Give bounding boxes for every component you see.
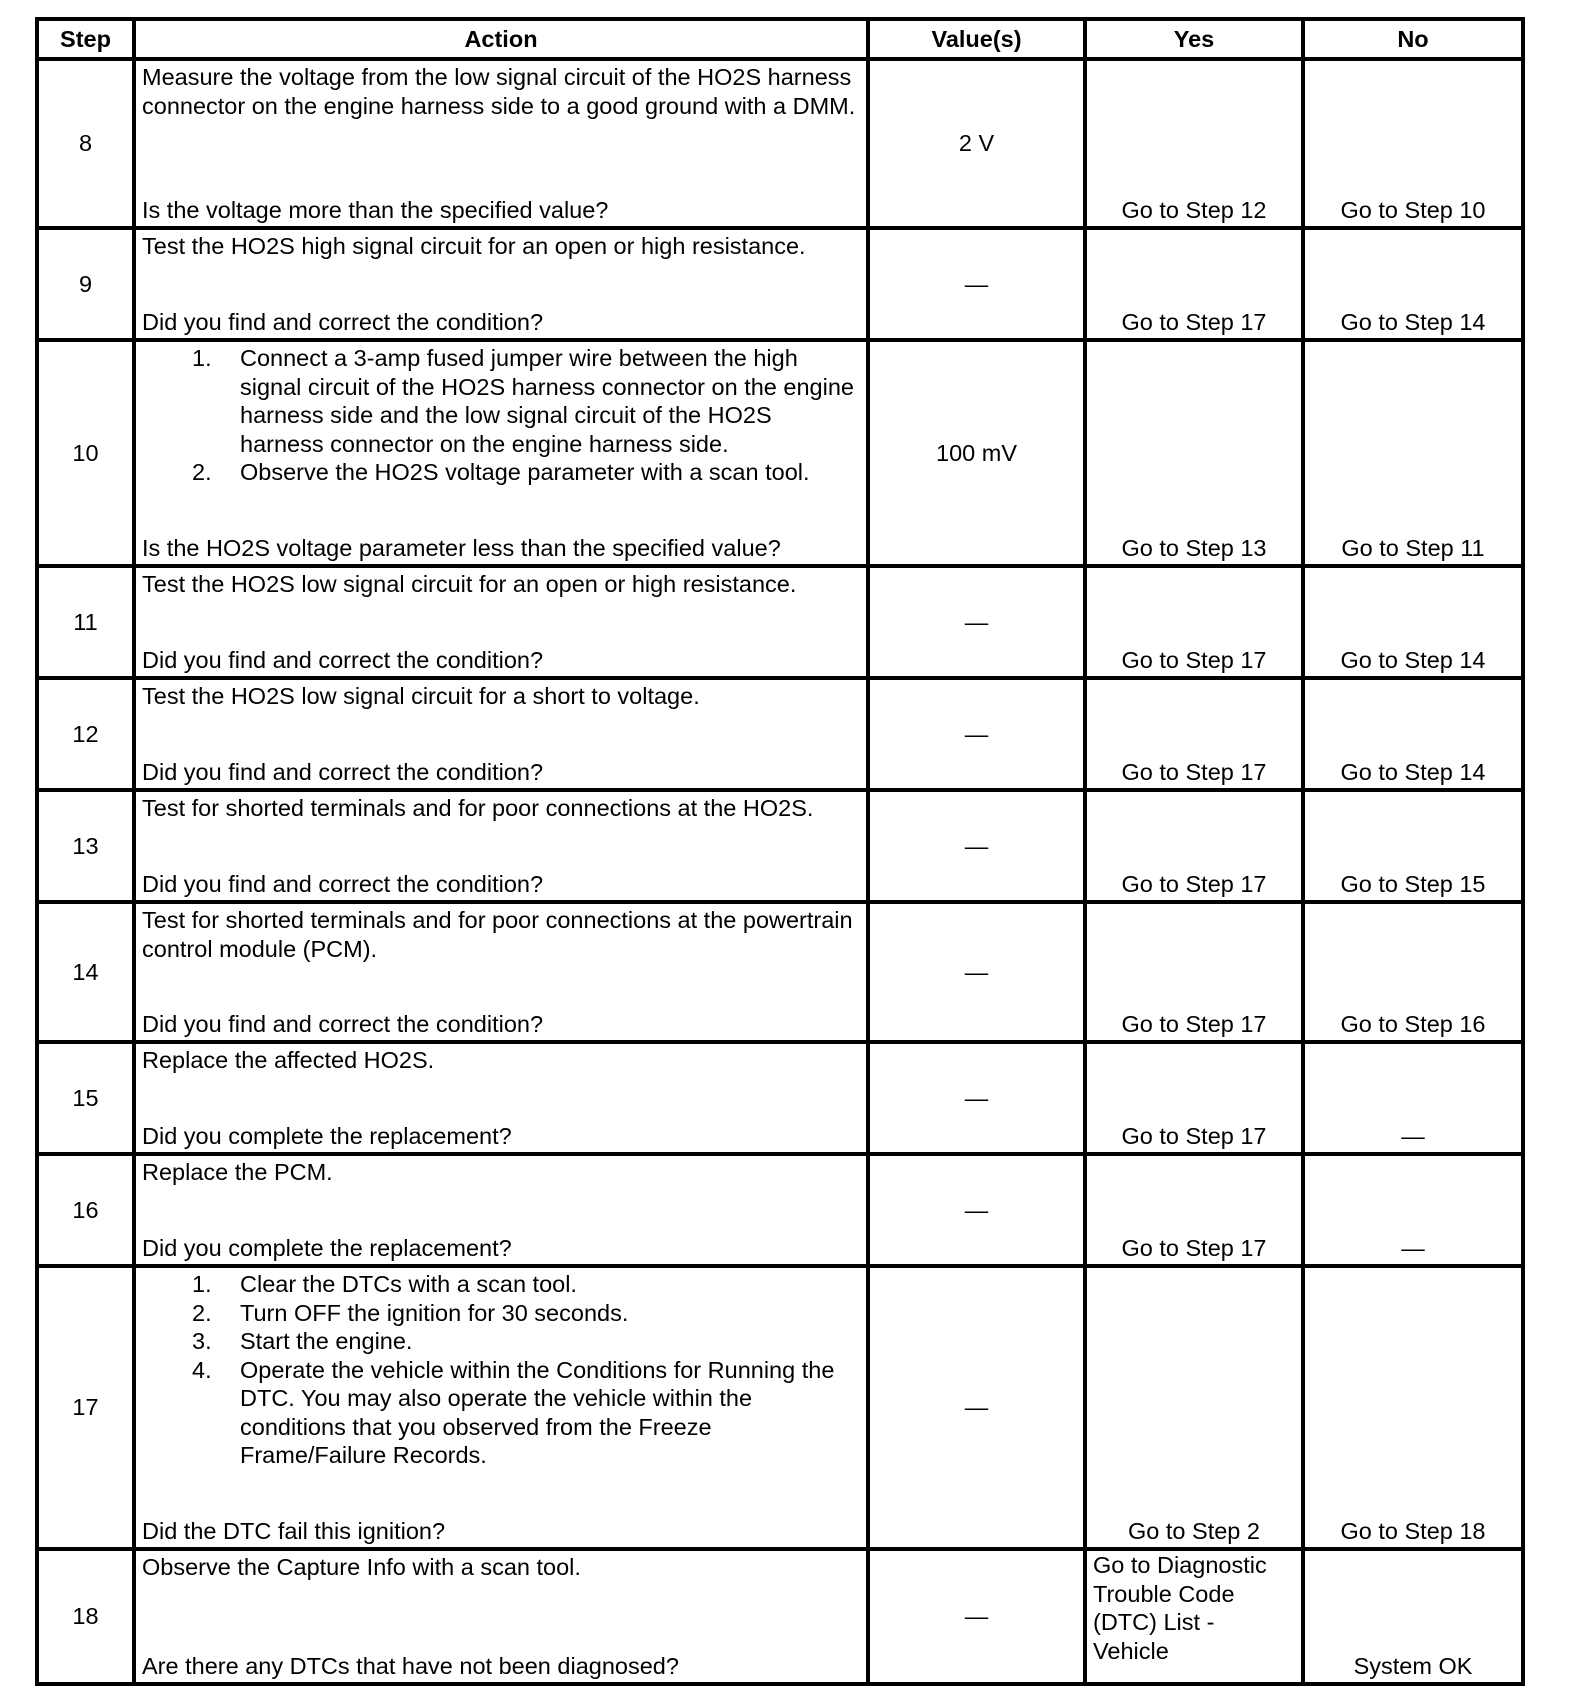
step-number: 17 <box>37 1266 134 1549</box>
header-no: No <box>1303 19 1523 59</box>
no-cell: Go to Step 10 <box>1303 59 1523 228</box>
yes-cell: Go to Step 17 <box>1085 228 1303 340</box>
action-text: Test the HO2S low signal circuit for an open or high resistance. <box>142 571 797 597</box>
yes-cell: Go to Step 12 <box>1085 59 1303 228</box>
action-text: Replace the affected HO2S. <box>142 1047 435 1073</box>
action-cell <box>134 1042 868 1154</box>
step-number: 9 <box>37 228 134 340</box>
list-text: Clear the DTCs with a scan tool. <box>240 1271 577 1297</box>
list-item <box>142 1299 860 1328</box>
value-cell: — <box>868 1042 1085 1154</box>
value-cell: — <box>868 902 1085 1042</box>
action-cell <box>134 228 868 340</box>
table-row <box>37 1549 1523 1684</box>
list-text: Connect a 3-amp fused jumper wire between the high signal circuit of the HO2S harness connector on the engine harness side and the low signal circuit of the HO2S harness connector on the engine harness side. <box>240 345 854 457</box>
no-cell: Go to Step 14 <box>1303 566 1523 678</box>
action-steps <box>142 1270 860 1470</box>
no-cell: Go to Step 11 <box>1303 340 1523 566</box>
action-text: Replace the PCM. <box>142 1159 333 1185</box>
table-row <box>37 566 1523 678</box>
action-cell <box>134 902 868 1042</box>
list-text: Observe the HO2S voltage parameter with a scan tool. <box>240 459 810 485</box>
list-number: 1. <box>192 1271 212 1297</box>
no-cell: — <box>1303 1042 1523 1154</box>
step-number: 12 <box>37 678 134 790</box>
list-item <box>142 1327 860 1356</box>
action-text: Test the HO2S high signal circuit for an open or high resistance. <box>142 233 806 259</box>
list-number: 2. <box>192 1299 212 1326</box>
header-yes: Yes <box>1085 19 1303 59</box>
list-item <box>142 458 860 487</box>
list-text: Start the engine. <box>240 1328 413 1354</box>
step-number: 15 <box>37 1042 134 1154</box>
list-number: 4. <box>192 1356 212 1383</box>
diagnostic-table <box>35 17 1525 1686</box>
action-question: Did you find and correct the condition? <box>142 308 544 335</box>
action-text: Measure the voltage from the low signal circuit of the HO2S harness connector on the engine harness side to a good ground with a DMM. <box>142 64 856 119</box>
action-text: Test for shorted terminals and for poor connections at the HO2S. <box>142 795 814 821</box>
header-action: Action <box>134 19 868 59</box>
value-cell: — <box>868 1266 1085 1549</box>
action-cell <box>134 1154 868 1266</box>
step-number: 16 <box>37 1154 134 1266</box>
value-cell: — <box>868 228 1085 340</box>
action-text: Test for shorted terminals and for poor connections at the powertrain control module (PCM). <box>142 907 853 962</box>
step-number: 10 <box>37 340 134 566</box>
list-item <box>142 1270 860 1299</box>
action-cell <box>134 1266 868 1549</box>
yes-cell: Go to Step 13 <box>1085 340 1303 566</box>
yes-cell: Go to Step 17 <box>1085 1042 1303 1154</box>
step-number: 11 <box>37 566 134 678</box>
action-question: Did you find and correct the condition? <box>142 1010 544 1037</box>
action-question: Did you find and correct the condition? <box>142 758 544 785</box>
value-cell: — <box>868 678 1085 790</box>
yes-cell: Go to Step 17 <box>1085 902 1303 1042</box>
table-row <box>37 1266 1523 1549</box>
table-row <box>37 790 1523 902</box>
action-cell <box>134 566 868 678</box>
action-question: Is the HO2S voltage parameter less than the specified value? <box>142 534 781 561</box>
value-cell: — <box>868 1154 1085 1266</box>
step-number: 18 <box>37 1549 134 1684</box>
action-text: Observe the Capture Info with a scan tool. <box>142 1554 581 1580</box>
action-cell <box>134 59 868 228</box>
table-row <box>37 228 1523 340</box>
action-question: Did the DTC fail this ignition? <box>142 1517 446 1544</box>
list-item <box>142 344 860 458</box>
step-number: 8 <box>37 59 134 228</box>
action-cell <box>134 790 868 902</box>
no-cell: System OK <box>1303 1549 1523 1684</box>
table-row <box>37 1042 1523 1154</box>
table-row <box>37 59 1523 228</box>
table-row <box>37 340 1523 566</box>
no-cell: Go to Step 18 <box>1303 1266 1523 1549</box>
yes-cell: Go to Step 17 <box>1085 1154 1303 1266</box>
list-number: 1. <box>192 345 212 371</box>
table-row <box>37 678 1523 790</box>
action-cell <box>134 340 868 566</box>
action-question: Did you find and correct the condition? <box>142 646 544 673</box>
step-number: 13 <box>37 790 134 902</box>
value-cell: — <box>868 790 1085 902</box>
header-row <box>37 19 1523 59</box>
table-row <box>37 902 1523 1042</box>
yes-cell: Go to Step 17 <box>1085 790 1303 902</box>
header-step: Step <box>37 19 134 59</box>
list-text: Turn OFF the ignition for 30 seconds. <box>240 1299 629 1326</box>
action-cell <box>134 678 868 790</box>
action-question: Are there any DTCs that have not been diagnosed? <box>142 1652 679 1679</box>
no-cell: Go to Step 14 <box>1303 228 1523 340</box>
yes-cell: Go to Step 17 <box>1085 566 1303 678</box>
action-question: Did you complete the replacement? <box>142 1234 512 1261</box>
action-question: Is the voltage more than the specified value? <box>142 196 609 223</box>
no-cell: Go to Step 16 <box>1303 902 1523 1042</box>
yes-cell: Go to Diagnostic Trouble Code (DTC) List - Vehicle <box>1085 1549 1303 1684</box>
yes-cell: Go to Step 2 <box>1085 1266 1303 1549</box>
list-number: 2. <box>192 459 212 485</box>
action-text: Test the HO2S low signal circuit for a short to voltage. <box>142 683 700 709</box>
header-values: Value(s) <box>868 19 1085 59</box>
value-cell: — <box>868 1549 1085 1684</box>
action-cell <box>134 1549 868 1684</box>
list-item <box>142 1356 860 1470</box>
action-question: Did you complete the replacement? <box>142 1122 512 1149</box>
step-number: 14 <box>37 902 134 1042</box>
yes-cell: Go to Step 17 <box>1085 678 1303 790</box>
value-cell: — <box>868 566 1085 678</box>
no-cell: — <box>1303 1154 1523 1266</box>
action-steps <box>142 344 860 487</box>
table-row <box>37 1154 1523 1266</box>
value-cell: 2 V <box>868 59 1085 228</box>
action-question: Did you find and correct the condition? <box>142 870 544 897</box>
value-cell: 100 mV <box>868 340 1085 566</box>
list-number: 3. <box>192 1328 212 1354</box>
list-text: Operate the vehicle within the Conditions for Running the DTC. You may also operate the vehicle within the conditions that you observed from the Freeze Frame/Failure Records. <box>240 1356 835 1468</box>
no-cell: Go to Step 15 <box>1303 790 1523 902</box>
no-cell: Go to Step 14 <box>1303 678 1523 790</box>
